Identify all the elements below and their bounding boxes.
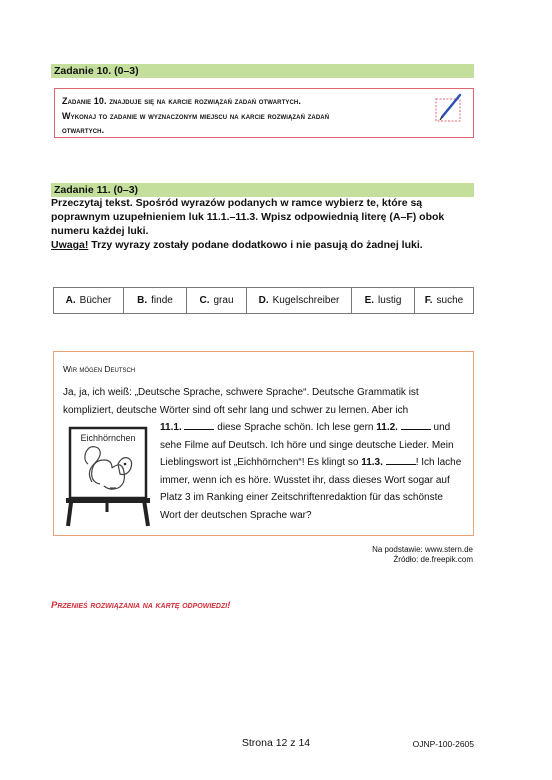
gap-11-3 bbox=[386, 456, 416, 465]
text-paragraph-intro: Ja, ja, ich weiß: „Deutsche Sprache, schwere Sprache“. Deutsche Grammatik ist kompliziert, deutsche Wörter sind oft sehr lang und schwer zu lernen. Aber ich bbox=[63, 387, 419, 416]
option-f: F. suche bbox=[424, 295, 464, 306]
option-c: C. grau bbox=[187, 288, 247, 313]
option-a: A. Bücher bbox=[54, 288, 124, 313]
reading-text-box bbox=[53, 351, 474, 536]
text-title: Wir mögen Deutsch bbox=[63, 364, 136, 374]
source-note bbox=[372, 545, 473, 565]
word-options-box bbox=[53, 287, 474, 314]
task-10-header: Zadanie 10. (0–3) bbox=[51, 64, 474, 78]
warning-label: Uwaga! bbox=[51, 239, 89, 251]
gap-11-3-label: 11.3. bbox=[361, 457, 383, 469]
option-b: B. finde bbox=[124, 288, 187, 313]
page-number: Strona 12 z 14 bbox=[241, 737, 311, 749]
instruction-line-3: numeru każdej luki. bbox=[51, 225, 149, 237]
easel-label: Eichhörnchen bbox=[80, 433, 136, 443]
text-paragraph-gaps: 11.1. diese Sprache schön. Ich lese gern 11.2. und sehe Filme auf Deutsch. Ich höre und singe deutsche Lieder. Mein Lieblingswort ist „Eichhörnchen“! Es klingt so 11.3. ! Ich lache immer, wenn ich es höre. Wusstet ihr, dass dieses Wort sogar auf Platz 3 im Ranking einer Zeitschriftenredaktion für das schönste Wort der deutschen Sprache war? bbox=[160, 422, 462, 521]
instruction-warning bbox=[51, 238, 476, 252]
task-11-header: Zadanie 11. (0–3) bbox=[51, 183, 474, 197]
instruction-line-2: poprawnym uzupełnieniem luk 11.1.–11.3. Wpisz odpowiednią literę (A–F) obok bbox=[51, 211, 445, 223]
gap-11-1 bbox=[184, 421, 214, 430]
transfer-answers-note: Przenieś rozwiązania na kartę odpowiedzi! bbox=[51, 600, 231, 611]
easel-squirrel-image bbox=[62, 422, 152, 527]
source-line-2: Źródło: de.freepik.com bbox=[393, 555, 473, 564]
option-e: E. lustig bbox=[352, 288, 415, 313]
instruction-line-1: Przeczytaj tekst. Spośród wyrazów podanych w ramce wybierz te, które są bbox=[51, 197, 423, 209]
gap-11-1-label: 11.1. bbox=[160, 422, 182, 433]
pen-icon bbox=[435, 93, 465, 123]
exam-code: OJNP-100-2605 bbox=[412, 739, 474, 749]
task-10-notice bbox=[54, 88, 474, 138]
source-line-1: Na podstawie: www.stern.de bbox=[372, 545, 473, 554]
gap-11-2 bbox=[401, 421, 431, 430]
notice-line-2: Wykonaj to zadanie w wyznaczonym miejscu na karcie rozwiązań zadań bbox=[62, 110, 330, 121]
notice-line-1: Zadanie 10. znajduje się na karcie rozwiązań zadań otwartych. bbox=[62, 96, 301, 106]
warning-text: Trzy wyrazy zostały podane dodatkowo i nie pasują do żadnej luki. bbox=[88, 239, 423, 251]
notice-line-3: otwartych. bbox=[62, 125, 105, 135]
option-d: D. Kugelschreiber bbox=[247, 288, 352, 313]
task-11-instruction bbox=[51, 196, 476, 252]
gap-11-2-label: 11.2. bbox=[376, 422, 398, 433]
